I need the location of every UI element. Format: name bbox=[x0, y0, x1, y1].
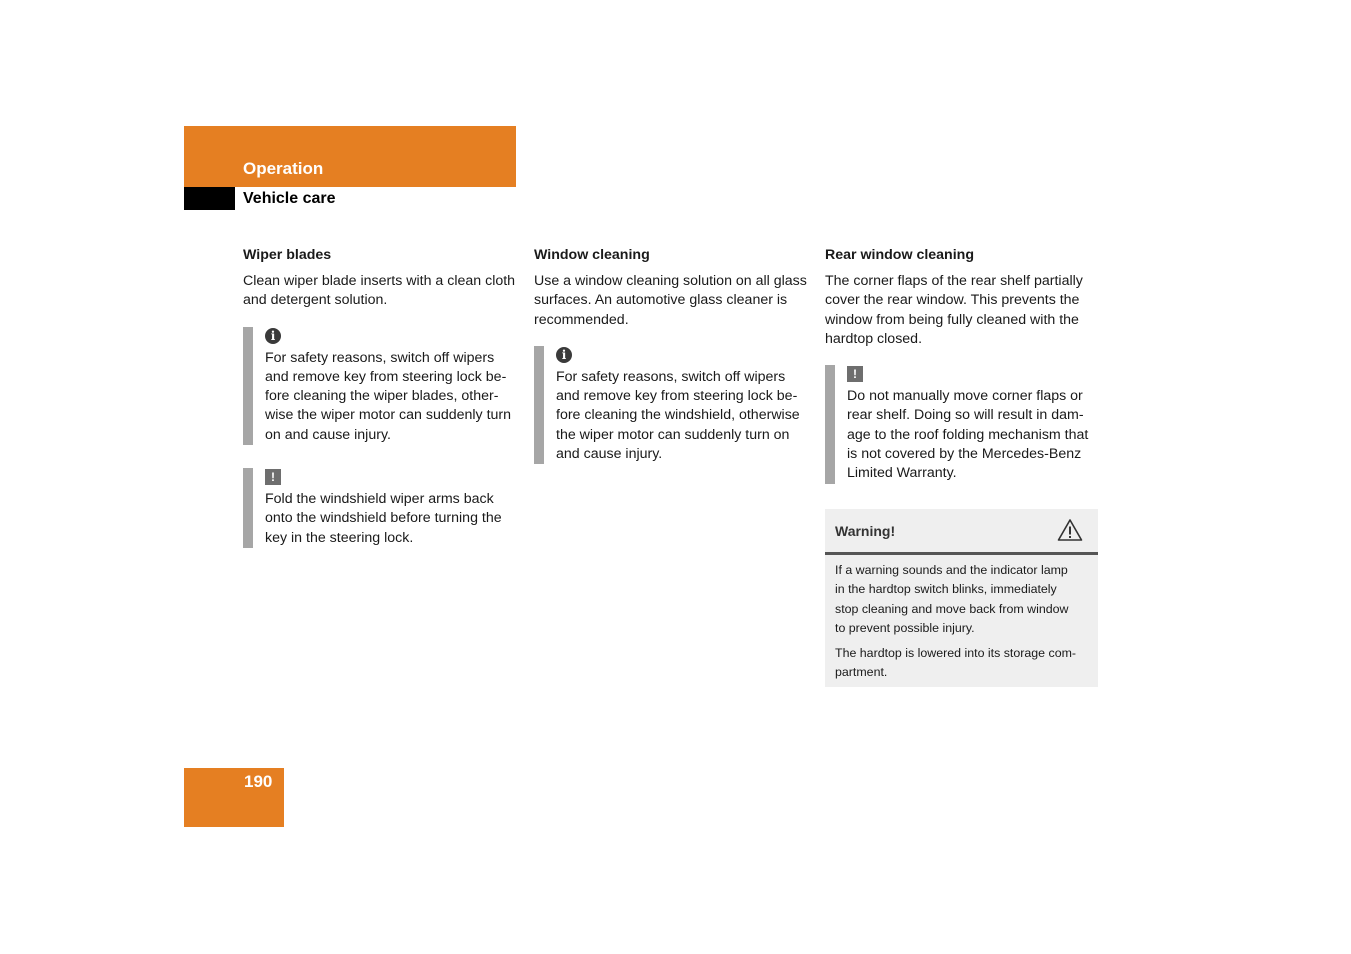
rear-window-body: The corner flaps of the rear shelf partially cover the rear window. This prevents the window from being fully cleaned with the hardtop closed. bbox=[825, 273, 1083, 347]
warning-paragraph: If a warning sounds and the indicator lamp in the hardtop switch blinks, immediately stop cleaning and move back from window to prevent possible injury. bbox=[835, 563, 1069, 635]
note-bar bbox=[243, 327, 253, 445]
warning-label: Warning! bbox=[835, 523, 896, 539]
info-icon: i bbox=[556, 347, 572, 363]
wiper-blades-heading: Wiper blades bbox=[243, 247, 332, 263]
rear-window-heading: Rear window cleaning bbox=[825, 247, 974, 263]
info-note bbox=[243, 327, 517, 445]
caution-note bbox=[243, 468, 517, 548]
subsection-marker bbox=[184, 187, 235, 210]
section-title: Operation bbox=[243, 159, 324, 178]
wiper-blades-column bbox=[243, 246, 517, 548]
caution-note-text: Do not manually move corner flaps or rear shelf. Doing so will result in dam- age to the roof folding mechanism that is not covered by the Mercedes-Benz Limited Warranty. bbox=[847, 388, 1089, 482]
warning-header bbox=[825, 509, 1098, 555]
info-icon: i bbox=[265, 328, 281, 344]
note-bar bbox=[243, 468, 253, 548]
rear-window-column bbox=[825, 246, 1099, 484]
subsection-title: Vehicle care bbox=[243, 190, 336, 207]
warning-body bbox=[825, 555, 1098, 683]
wiper-blades-body: Clean wiper blade inserts with a clean cloth and detergent solution. bbox=[243, 273, 516, 309]
window-cleaning-heading: Window cleaning bbox=[534, 247, 650, 263]
page-number: 190 bbox=[244, 772, 273, 791]
exclamation-icon: ! bbox=[265, 469, 281, 485]
header-bar bbox=[184, 126, 516, 187]
caution-note bbox=[825, 365, 1099, 483]
caution-note-text: Fold the windshield wiper arms back onto the windshield before turning the key in the steering lock. bbox=[265, 491, 502, 546]
note-bar bbox=[825, 365, 835, 483]
info-note-text: For safety reasons, switch off wipers and remove key from steering lock be- fore cleaning the windshield, otherwise the wiper motor can suddenly turn on and cause injury. bbox=[556, 368, 800, 463]
exclamation-icon: ! bbox=[847, 366, 863, 382]
warning-box bbox=[825, 509, 1098, 687]
window-cleaning-column bbox=[534, 246, 808, 464]
info-note bbox=[534, 346, 808, 464]
window-cleaning-body: Use a window cleaning solution on all glass surfaces. An automotive glass cleaner is recommended. bbox=[534, 273, 807, 328]
info-note-text: For safety reasons, switch off wipers and remove key from steering lock be- fore cleaning the wiper blades, other- wise the wiper motor can suddenly turn on and cause injury. bbox=[265, 349, 512, 443]
note-bar bbox=[534, 346, 544, 464]
warning-paragraph: The hardtop is lowered into its storage com- partment. bbox=[835, 646, 1077, 680]
warning-triangle-icon bbox=[1057, 518, 1083, 542]
